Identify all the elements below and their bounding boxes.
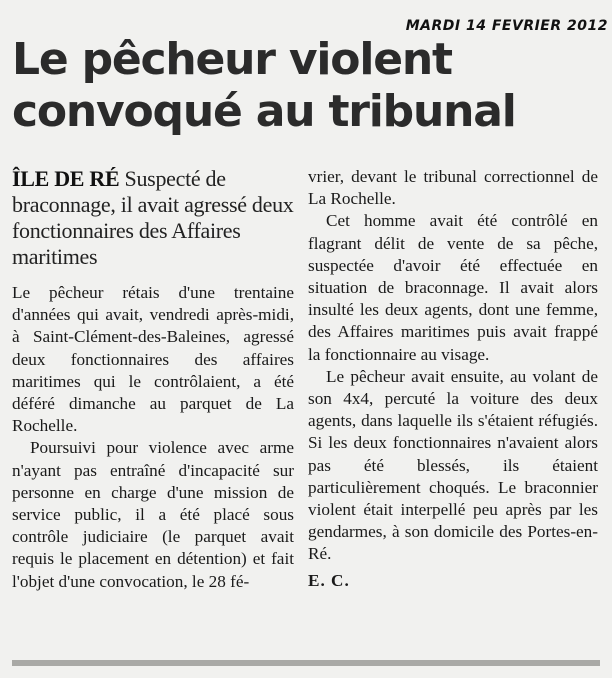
article-column-left bbox=[12, 166, 294, 593]
kicker bbox=[12, 166, 294, 270]
paragraph-2: Poursuivi pour violence avec arme n'ayant pas entraîné d'incapacité sur personne en charge d'une mission de service public, il a été placé sous contrôle judiciaire (le parquet avait requis le placement en détention) et fait l'objet d'une convocation, le 28 fé- bbox=[12, 438, 294, 591]
paragraph-3: vrier, devant le tribunal correctionnel de La Rochelle. bbox=[308, 167, 598, 209]
kicker-place: ÎLE DE RÉ bbox=[12, 166, 120, 191]
article-column-right bbox=[308, 166, 598, 592]
bottom-rule bbox=[12, 660, 600, 666]
date-stamp: MARDI 14 FEVRIER 2012 bbox=[405, 18, 608, 34]
kicker-subtitle: Suspecté de braconnage, il avait agressé deux fonctionnaires des Affaires maritimes bbox=[12, 166, 294, 269]
byline: E. C. bbox=[308, 570, 350, 590]
paragraph-1: Le pêcheur rétais d'une trentaine d'années qui avait, vendredi après-midi, à Saint-Clément-des-Baleines, agressé deux fonctionnaires des affaires maritimes qui le contrôlaient, a été déféré dimanche au parquet de La Rochelle. bbox=[12, 283, 294, 436]
paragraph-4: Cet homme avait été contrôlé en flagrant délit de vente de sa pêche, suspectée d'avoir été effectuée en situation de braconnage. Il avait alors insulté les deux agents, dont une femme, des Affaires maritimes puis avait frappé la fonctionnaire au visage. bbox=[308, 211, 598, 364]
paragraph-5: Le pêcheur avait ensuite, au volant de son 4x4, percuté la voiture des deux agents, dans laquelle ils s'étaient réfugiés. Si les deux fonctionnaires n'avaient alors pas été blessés, ils étaient particulièrement choqués. Le braconnier violent était interpellé peu après par les gendarmes, à son domicile des Portes-en-Ré. bbox=[308, 366, 598, 564]
headline: Le pêcheur violent convoqué au tribunal bbox=[12, 34, 516, 137]
bleed-through-right bbox=[598, 0, 612, 678]
